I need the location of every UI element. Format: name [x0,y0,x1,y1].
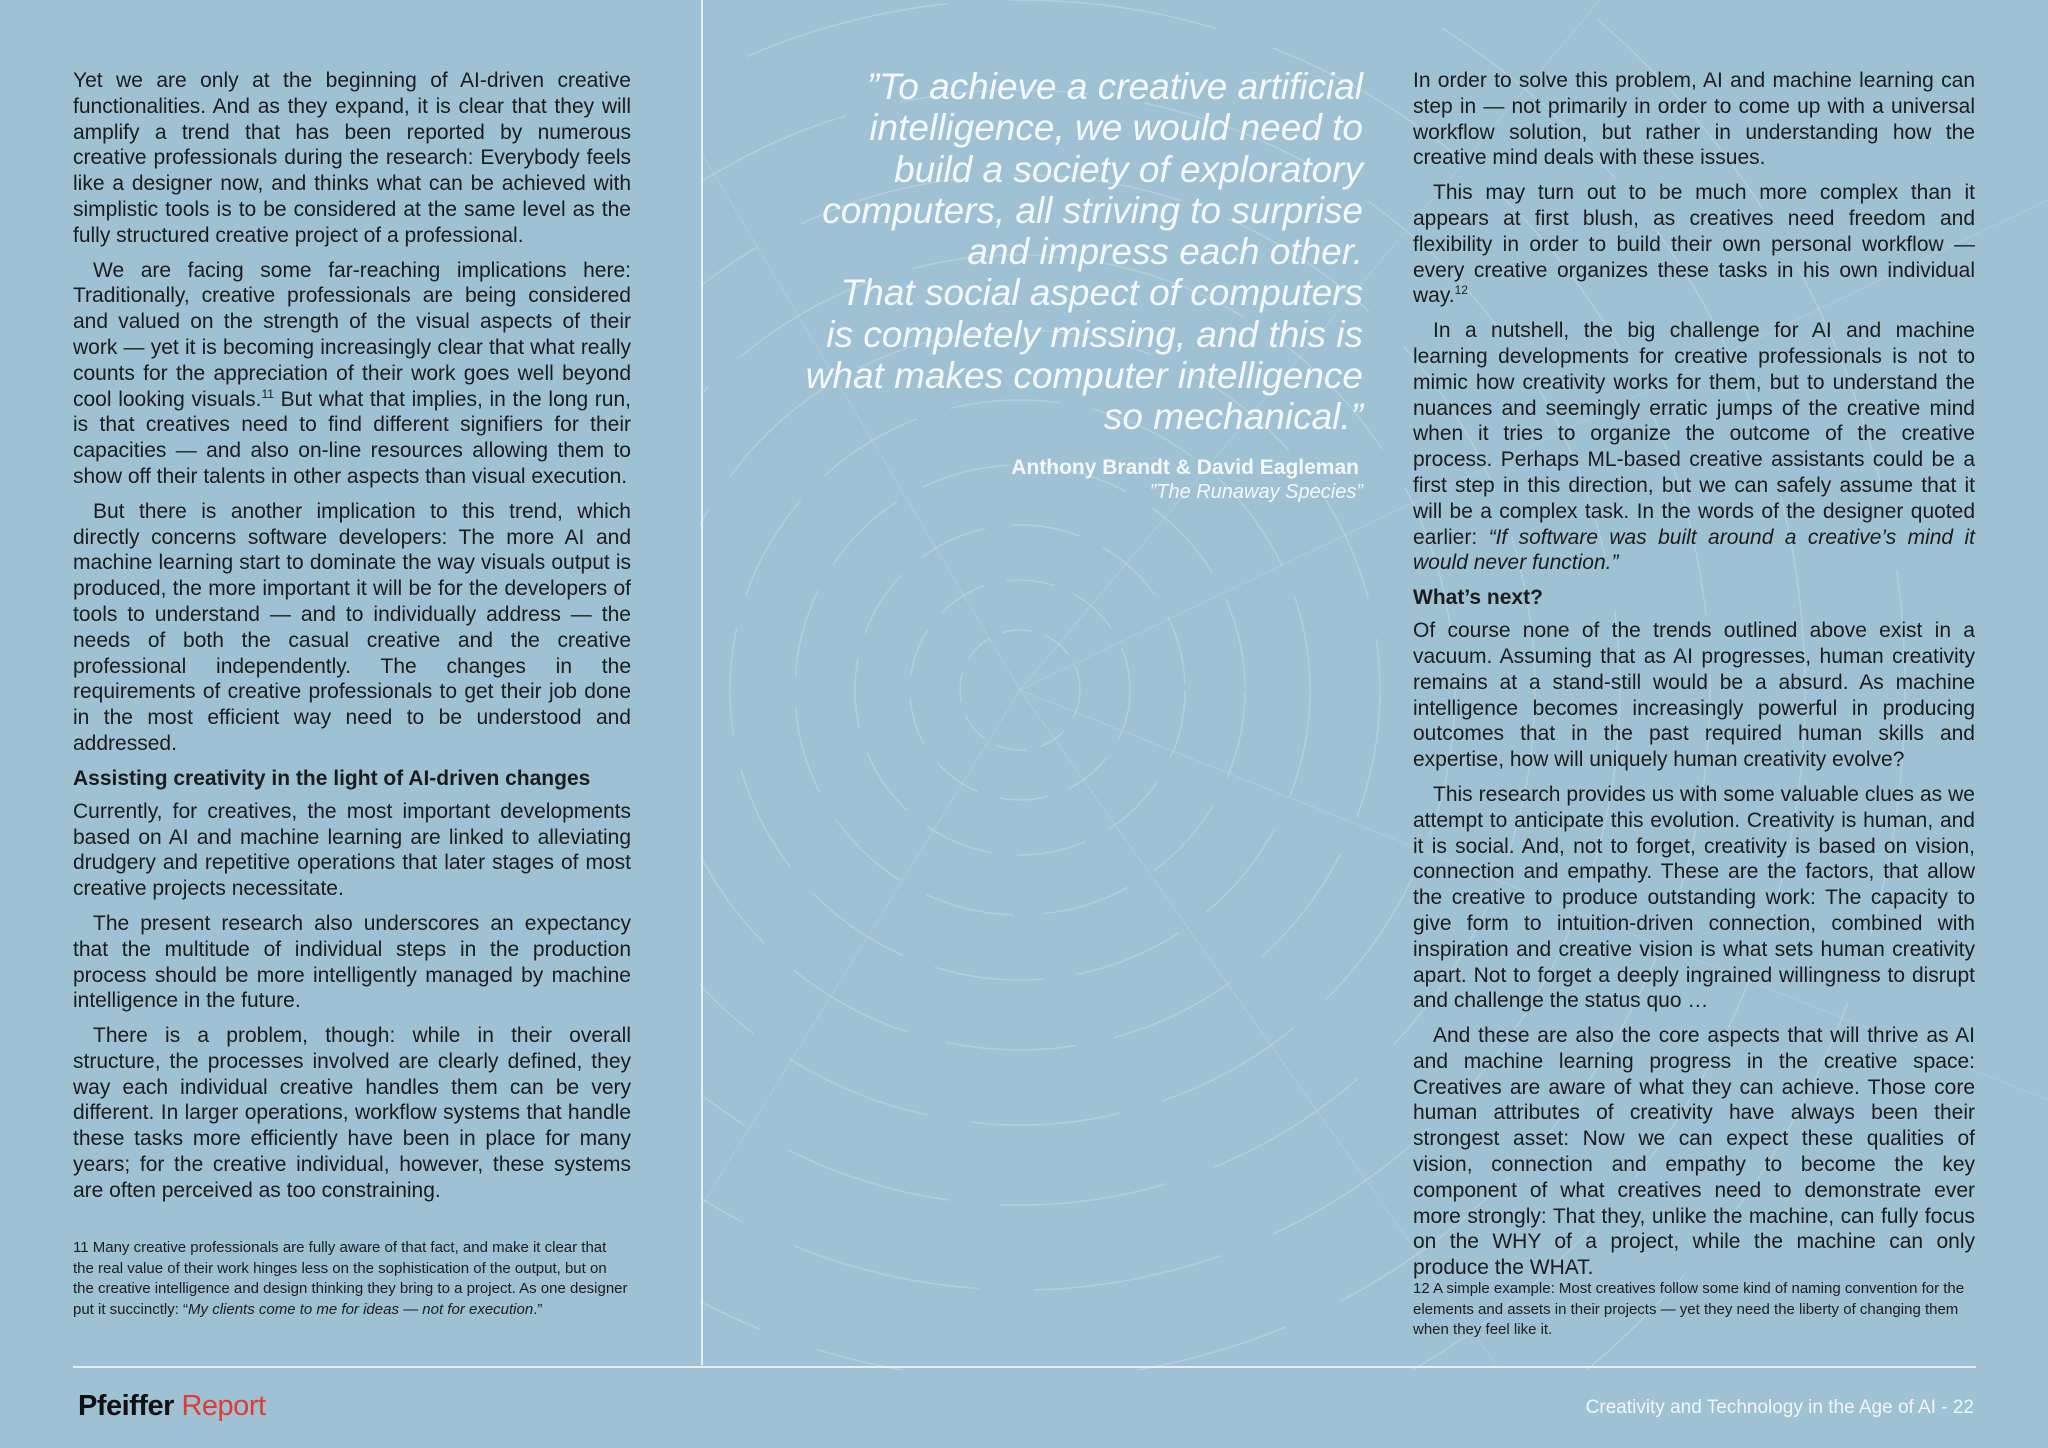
brand-accent: Report [181,1390,266,1422]
paragraph: Yet we are only at the beginning of AI-driven creative functionalities. And as they expand, it is clear that they will amplify a trend that has been reported by numerous creative professionals during the research: Everybody feels like a designer now, and thinks what can be achieved with simplistic tools is to be considered at the same level as the fully structured creative project of a professional. [73,69,631,247]
pull-quote [760,66,1363,504]
paragraph: Currently, for creatives, the most important developments based on AI and machine learning are linked to alleviating drudgery and repetitive operations that later stages of most creative projects necessitate. [73,799,631,901]
brand-logo [78,1390,266,1423]
paragraph: There is a problem, though: while in their overall structure, the processes involved are clearly defined, they way each individual creative handles them can be very different. In larger operations, workflow systems that handle these tasks more efficiently have been in place for many years; for the creative individual, however, these systems are often perceived as too constraining. [73,1024,631,1202]
paragraph [1413,318,1975,576]
paragraph: Of course none of the trends outlined above exist in a vacuum. Assuming that as AI progresses, human creativity remains at a stand-still would be a absurd. As machine intelligence becomes increasingly powerful in producing outcomes that in the past required human skills and expertise, how will uniquely human creativity evolve? [1413,619,1975,772]
paragraph [1413,180,1975,309]
brand-name: Pfeiffer [78,1390,174,1422]
footnote-11 [73,1238,628,1320]
footnote-ref: 11 [261,386,274,401]
left-column [73,68,631,1213]
right-column [1413,68,1975,1290]
designer-quote: “If software was built around a creative’s mind it would never function.” [1413,525,1975,575]
paragraph-text: We are facing some far-reaching implications here: Traditionally, creative professionals are being considered and valued on the strength of the visual aspects of their work — yet it is becoming increasingly clear that what really counts for the appreciation of their work goes well beyond cool looking visuals. [73,258,631,411]
paragraph: This research provides us with some valuable clues as we attempt to anticipate this evolution. Creativity is human, and it is social. And, not to forget, creativity is based on vision, connection and empathy. These are the factors, that allow the creative to produce outstanding work: The capacity to give form to intuition-driven connection, combined with inspiration and creative vision is what sets human creativity apart. Not to forget a deeply ingrained willingness to disrupt and challenge the status quo … [1413,782,1975,1013]
footnote-ref: 12 [1454,283,1468,298]
paragraph: And these are also the core aspects that will thrive as AI and machine learning progress in the creative space: Creatives are aware of what they can achieve. Those core human attributes of creativity have always been their strongest asset: Now we can expect these qualities of vision, connection and empathy to become the key component of what creatives need to demonstrate ever more strongly: That they, unlike the machine, can fully focus on the WHY of a project, while the machine can only produce the WHAT. [1413,1024,1975,1280]
paragraph-text: In a nutshell, the big challenge for AI and machine learning developments for creative professionals is not to mimic how creativity works for them, but to understand the nuances and seemingly erratic jumps of the creative mind when it tries to organize the outcome of the creative process. Perhaps ML-based creative assistants could be a first step in this direction, but we can safely assume that it will be a complex task. In the words of the designer quoted earlier: [1413,319,1975,549]
section-heading: Assisting creativity in the light of AI-driven changes [73,766,591,790]
paragraph-text: This may turn out to be much more complex than it appears at first blush, as creatives need freedom and flexibility in order to build their own personal workflow — every creative organizes these tasks in his own individual way. [1413,181,1975,308]
paragraph: The present research also underscores an expectancy that the multitude of individual steps in the production process should be more intelligently managed by machine intelligence in the future. [73,911,631,1013]
footnote-text: 11 Many creative professionals are fully aware of that fact, and make it clear that the real value of their work hinges less on the sophistication of the output, but on the creative intelligence and design thinking they bring to a project. As one designer put it succinctly: “ [73,1239,628,1318]
page-label: Creativity and Technology in the Age of AI - 22 [1585,1397,1974,1418]
column-divider [701,0,703,1365]
pull-quote-text: ”To achieve a creative artificial intelligence, we would need to build a society of exploratory computers, all striving to surprise and impress each other. That social aspect of computers is completely missing, and this is what makes computer intelligence so mechanical.” [805,66,1363,438]
quote-source: ”The Runaway Species” [1149,480,1363,503]
footnote-12: 12 A simple example: Most creatives follow some kind of naming convention for the elements and assets in their projects — yet they need the liberty of changing them when they feel like it. [1413,1280,1965,1338]
quote-author: Anthony Brandt & David Eagleman [1011,455,1359,479]
section-heading: What’s next? [1413,586,1543,610]
footnote-quote: My clients come to me for ideas — not for execution [188,1300,534,1318]
paragraph: In order to solve this problem, AI and machine learning can step in — not primarily in order to come up with a universal workflow solution, but rather in understanding how the creative mind deals with these issues. [1413,69,1975,170]
paragraph-text: But what that implies, in the long run, is that creatives need to find different signifiers for their capacities — and also on-line resources allowing them to show off their talents in other aspects than visual execution. [73,387,631,488]
footnote-text: .” [533,1300,543,1318]
paragraph: But there is another implication to this trend, which directly concerns software developers: The more AI and machine learning start to dominate the way visuals output is produced, the more important it will be for the developers of tools to understand — and to individually address — the needs of both the casual creative and the creative professional independently. The changes in the requirements of creative professionals to get their job done in the most efficient way need to be understood and addressed. [73,499,631,755]
footer-rule [73,1366,1976,1368]
paragraph [73,258,631,490]
